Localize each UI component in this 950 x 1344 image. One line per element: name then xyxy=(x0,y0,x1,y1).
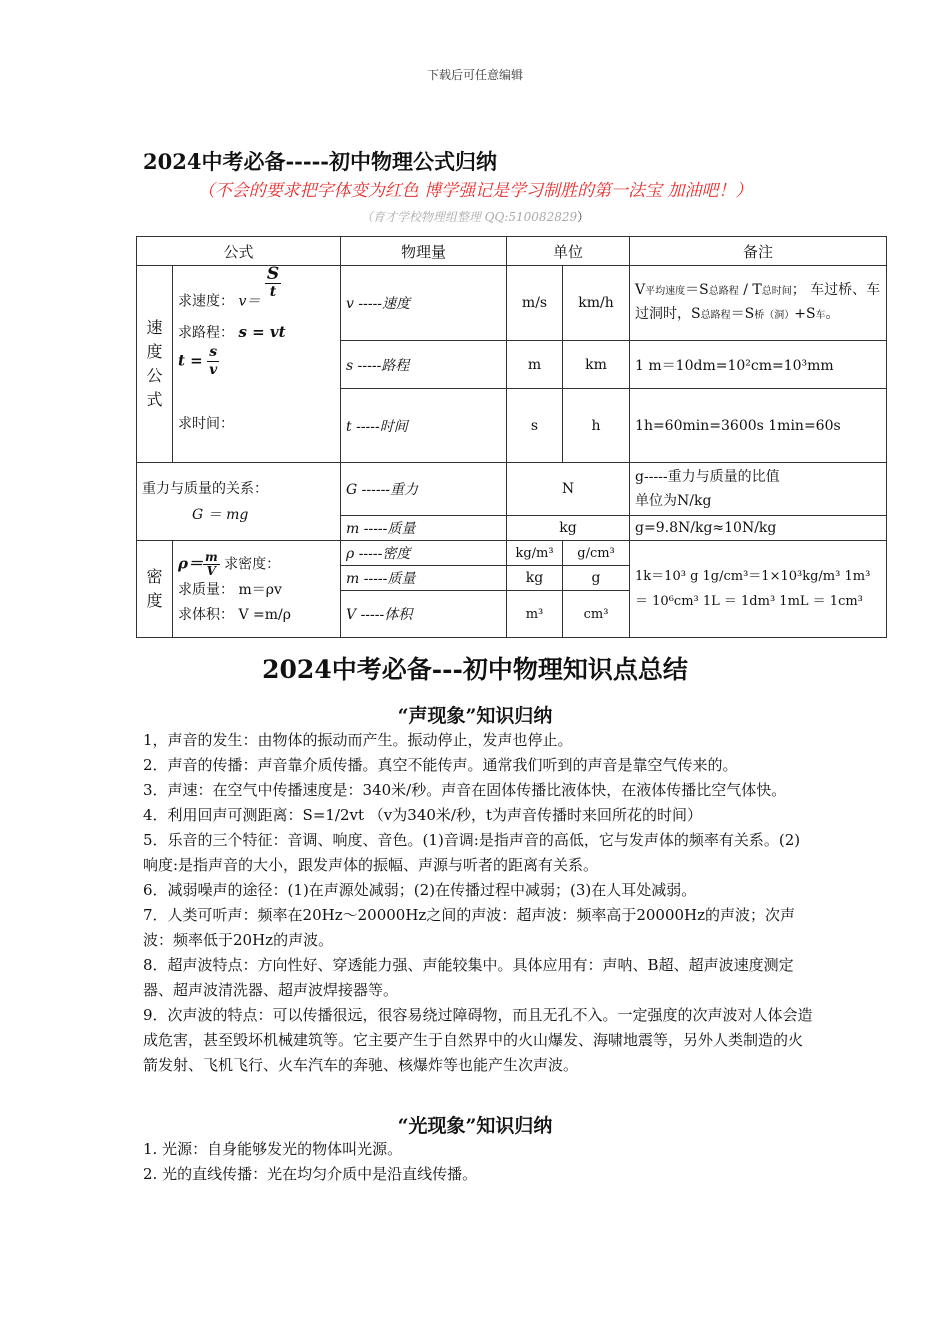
speed-formula-distance-eq: s = vt xyxy=(238,323,286,341)
speed-group-text: 速度公式 xyxy=(146,318,163,409)
fraction-denominator: t xyxy=(269,284,277,300)
note-sub: 车 xyxy=(815,310,826,321)
header-unit: 单位 xyxy=(507,237,630,266)
fraction-numerator: m xyxy=(204,549,218,564)
density-mass-qty: m -----质量 xyxy=(341,566,507,591)
speed-formulas xyxy=(173,266,341,463)
credit-close: ） xyxy=(577,210,590,224)
list-item: 5．乐音的三个特征：音调、响度、音色。(1)音调:是指声音的高低，它与发声体的频率有关系。(2)响度:是指声音的大小，跟发声体的振幅、声源与听者的距离有关系。 xyxy=(143,831,801,874)
light-section-body xyxy=(143,1137,813,1187)
fraction-denominator: V xyxy=(206,563,216,578)
density-formula-lhs: ρ＝ xyxy=(178,554,203,572)
mass-qty: m -----质量 xyxy=(341,516,507,541)
volume-qty: V -----体积 xyxy=(341,591,507,638)
density-formula-mass: 求质量： m＝ρv xyxy=(178,581,282,598)
gravity-note-line2: 单位为N/kg xyxy=(635,493,712,509)
gravity-label: 重力与质量的关系： xyxy=(142,480,268,497)
speed-fraction xyxy=(265,266,281,301)
density-formulas xyxy=(173,541,341,638)
speed-formula-velocity xyxy=(178,265,335,319)
speed-formula-distance-label: 求路程： xyxy=(178,325,234,341)
sound-section-title: “声现象”知识归纳 xyxy=(397,705,553,727)
time-unit-alt: h xyxy=(563,389,630,463)
note-sub: 总时间 xyxy=(761,286,792,297)
speed-note xyxy=(630,266,887,341)
time-qty: t -----时间 xyxy=(341,389,507,463)
note-sub: 总路程 xyxy=(708,286,739,297)
note-text: 。 xyxy=(825,306,840,322)
table-row xyxy=(137,541,887,566)
mass-note: g=9.8N/kg≈10N/kg xyxy=(630,516,887,541)
note-text: ； 车过桥、车过洞时，S xyxy=(635,282,881,322)
gravity-note-line1: g-----重力与质量的比值 xyxy=(635,469,780,485)
note-text: / T xyxy=(738,282,762,298)
density-fraction xyxy=(203,551,220,578)
density-note: 1k＝10³ g 1g/cm³＝1×10³kg/m³ 1m³ ＝ 10⁶cm³ 1L ＝ 1dm³ 1mL ＝ 1cm³ xyxy=(630,541,887,638)
density-formula-volume: 求体积： V =m/ρ xyxy=(178,606,291,623)
fraction-numerator: S xyxy=(266,265,280,284)
speed-unit-si: m/s xyxy=(507,266,563,341)
speed-formula-time-lhs: t = xyxy=(178,351,203,370)
header-formula: 公式 xyxy=(137,237,341,266)
list-item: 2．声音的传播：声音靠介质传播。真空不能传声。通常我们听到的声音是靠空气传来的。 xyxy=(143,756,738,774)
list-item: 6．减弱噪声的途径：(1)在声源处减弱；(2)在传播过程中减弱；(3)在人耳处减弱。 xyxy=(143,881,697,899)
speed-group-label xyxy=(137,266,173,463)
credit-line xyxy=(0,208,950,225)
table-header-row xyxy=(137,237,887,266)
density-qty: ρ -----密度 xyxy=(341,541,507,566)
distance-unit-alt: km xyxy=(563,341,630,389)
density-group-label xyxy=(137,541,173,638)
density-unit-alt: g/cm³ xyxy=(563,541,630,566)
page-header: 下载后可任意编辑 xyxy=(426,68,523,82)
speed-qty: v -----速度 xyxy=(341,266,507,341)
speed-formula-time: 求时间： xyxy=(178,416,234,432)
speed-unit-alt: km/h xyxy=(563,266,630,341)
note-sub: 桥（洞） xyxy=(754,310,795,321)
speed-formula-velocity-label: 求速度： xyxy=(178,293,234,310)
formula-subtitle: （不会的要求把字体变为红色 博学强记是学习制胜的第一法宝 加油吧！） xyxy=(197,181,753,201)
table-row xyxy=(137,463,887,516)
formula-title: 2024中考必备-----初中物理公式归纳 xyxy=(143,149,498,174)
gravity-formula-cell xyxy=(137,463,341,541)
speed-formula-velocity-lhs: v＝ xyxy=(238,293,261,310)
fraction-denominator: v xyxy=(209,362,218,378)
list-item: 1，声音的发生：由物体的振动而产生。振动停止，发声也停止。 xyxy=(143,731,573,749)
table-row xyxy=(137,266,887,341)
speed-formula-distance xyxy=(178,321,335,344)
list-item: 2. 光的直线传播：光在均匀介质中是沿直线传播。 xyxy=(143,1165,478,1183)
volume-unit-si: m³ xyxy=(507,591,563,638)
note-text: ＝S xyxy=(730,306,755,322)
time-note: 1h=60min=3600s 1min=60s xyxy=(630,389,887,463)
note-text: +S xyxy=(794,306,816,322)
list-item: 9．次声波的特点：可以传播很远，很容易绕过障碍物，而且无孔不入。一定强度的次声波对人体会造成危害，甚至毁坏机械建筑等。它主要产生于自然界中的火山爆发、海啸地震等，另外人类制造的火箭发射、飞机飞行、火车汽车的奔驰、核爆炸等也能产生次声波。 xyxy=(143,1006,813,1074)
distance-unit-si: m xyxy=(507,341,563,389)
list-item: 4．利用回声可测距离：S=1/2vt （v为340米/秒，t为声音传播时来回所花的时间） xyxy=(143,806,702,824)
volume-unit-alt: cm³ xyxy=(563,591,630,638)
density-formula-rho xyxy=(178,551,335,578)
distance-qty: s -----路程 xyxy=(341,341,507,389)
list-item: 7．人类可听声：频率在20Hz～20000Hz之间的声波：超声波：频率高于20000Hz的声波；次声波：频率低于20Hz的声波。 xyxy=(143,906,796,949)
light-section-title: “光现象”知识归纳 xyxy=(397,1115,553,1137)
density-unit-si: kg/m³ xyxy=(507,541,563,566)
list-item: 1. 光源：自身能够发光的物体叫光源。 xyxy=(143,1140,403,1158)
note-sub: 总路程 xyxy=(700,310,731,321)
density-group-text: 密度 xyxy=(146,567,163,610)
note-text: V xyxy=(635,282,646,298)
distance-note: 1 m＝10dm=10²cm=10³mm xyxy=(630,341,887,389)
header-note: 备注 xyxy=(630,237,887,266)
knowledge-title: 2024中考必备---初中物理知识点总结 xyxy=(262,655,688,684)
list-item: 3．声速：在空气中传播速度是：340米/秒。声音在固体传播比液体快，在液体传播比空气体快。 xyxy=(143,781,787,799)
density-mass-unit-si: kg xyxy=(507,566,563,591)
time-fraction xyxy=(207,344,219,379)
gravity-qty: G ------重力 xyxy=(341,463,507,516)
time-unit-si: s xyxy=(507,389,563,463)
sound-section-body xyxy=(143,728,813,1078)
list-item: 8．超声波特点：方向性好、穿透能力强、声能较集中。具体应用有：声呐、B超、超声波速度测定器、超声波清洗器、超声波焊接器等。 xyxy=(143,956,794,999)
gravity-note xyxy=(630,463,887,516)
density-mass-unit-alt: g xyxy=(563,566,630,591)
gravity-unit: N xyxy=(507,463,630,516)
speed-formula-time-eq xyxy=(178,344,335,379)
credit-text: （育才学校物理组整理 QQ:510082829 xyxy=(360,210,578,224)
fraction-numerator: s xyxy=(209,344,218,360)
density-formula-label: 求密度： xyxy=(219,556,281,572)
mass-unit: kg xyxy=(507,516,630,541)
note-text: ＝S xyxy=(685,282,709,298)
header-quantity: 物理量 xyxy=(341,237,507,266)
note-sub: 平均速度 xyxy=(645,286,686,297)
gravity-formula: G ＝ mg xyxy=(192,506,249,523)
formula-table xyxy=(136,236,887,638)
